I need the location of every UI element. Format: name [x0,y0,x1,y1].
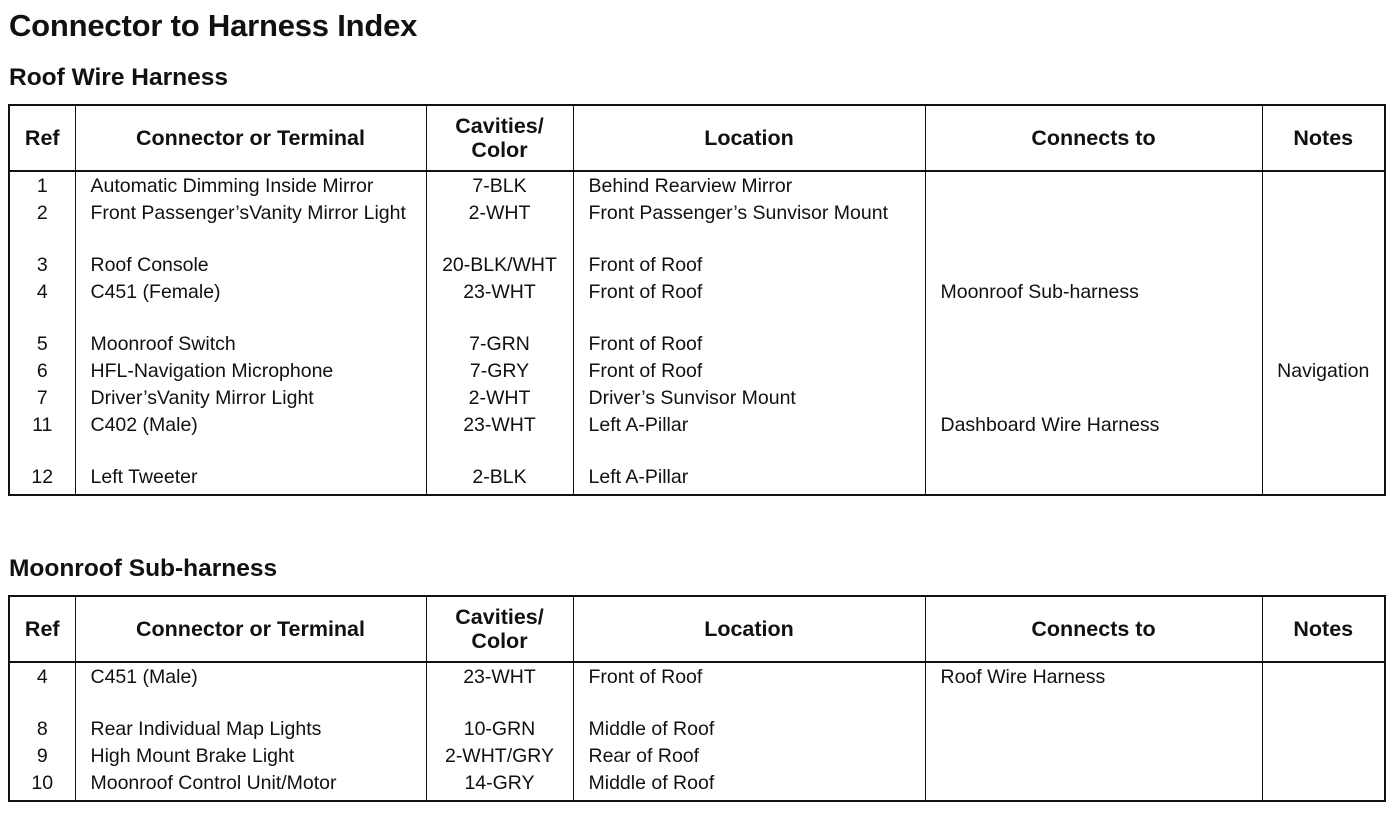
cell-location: Front of Roof [573,662,925,715]
cell-ref: 2 [9,199,75,251]
cell-connects-to [925,357,1262,384]
cell-connector: C451 (Female) [75,278,426,330]
cell-connector: Rear Individual Map Lights [75,715,426,742]
table-row [9,384,1385,411]
page-title: Connector to Harness Index [9,8,418,43]
cell-notes [1262,715,1385,742]
cell-notes [1262,199,1385,251]
column-header-location: Location [573,596,925,662]
cell-location: Left A-Pillar [573,463,925,495]
cell-cavities: 2-WHT [426,384,573,411]
cell-notes [1262,171,1385,199]
cell-cavities: 23-WHT [426,278,573,330]
cell-ref: 4 [9,662,75,715]
table-row [9,171,1385,199]
cell-notes [1262,463,1385,495]
table-row [9,715,1385,742]
cell-connects-to [925,330,1262,357]
cell-connector: Moonroof Control Unit/Motor [75,769,426,801]
table-header-row [9,105,1385,171]
cell-notes [1262,662,1385,715]
cell-notes [1262,384,1385,411]
cell-connects-to [925,715,1262,742]
cell-notes [1262,769,1385,801]
cell-location: Front Passenger’s Sunvisor Mount [573,199,925,251]
table-row [9,330,1385,357]
cell-cavities: 2-WHT/GRY [426,742,573,769]
section-title-roof-wire-harness: Roof Wire Harness [9,64,228,91]
cell-cavities: 7-GRY [426,357,573,384]
cell-connector: Automatic Dimming Inside Mirror [75,171,426,199]
cell-notes: Navigation [1262,357,1385,384]
column-header-connects-to: Connects to [925,105,1262,171]
cell-location: Left A-Pillar [573,411,925,463]
cell-connector: HFL-Navigation Microphone [75,357,426,384]
table-row [9,463,1385,495]
table-row [9,278,1385,330]
table-row [9,199,1385,251]
cell-location: Front of Roof [573,330,925,357]
cell-cavities: 2-BLK [426,463,573,495]
cell-connects-to [925,742,1262,769]
cell-connector: Driver’sVanity Mirror Light [75,384,426,411]
cell-cavities: 2-WHT [426,199,573,251]
cell-location: Behind Rearview Mirror [573,171,925,199]
cell-cavities: 23-WHT [426,411,573,463]
roof-wire-harness-table [8,104,1386,496]
cell-ref: 6 [9,357,75,384]
cell-connector [75,199,426,251]
cell-ref: 1 [9,171,75,199]
cell-ref: 5 [9,330,75,357]
column-header-cavities-label: Cavities/ Color [455,114,544,162]
cell-connector: Left Tweeter [75,463,426,495]
cell-cavities: 23-WHT [426,662,573,715]
table-row [9,411,1385,463]
cell-ref: 8 [9,715,75,742]
cell-connector: C402 (Male) [75,411,426,463]
cell-notes [1262,411,1385,463]
column-header-connects-to: Connects to [925,596,1262,662]
cell-connects-to [925,769,1262,801]
cell-ref: 11 [9,411,75,463]
cell-cavities: 14-GRY [426,769,573,801]
cell-notes [1262,278,1385,330]
cell-location: Front of Roof [573,357,925,384]
cell-connector: Moonroof Switch [75,330,426,357]
moonroof-sub-harness-table [8,595,1386,802]
cell-connects-to [925,384,1262,411]
table-row [9,662,1385,715]
table-row [9,357,1385,384]
cell-location: Front of Roof [573,251,925,278]
cell-connector: High Mount Brake Light [75,742,426,769]
cell-connects-to: Roof Wire Harness [925,662,1262,715]
table-row [9,769,1385,801]
cell-ref: 4 [9,278,75,330]
cell-cavities: 20-BLK/WHT [426,251,573,278]
cell-ref: 7 [9,384,75,411]
column-header-cavities [426,596,573,662]
table-header-row [9,596,1385,662]
cell-connects-to [925,251,1262,278]
cell-connects-to: Dashboard Wire Harness [925,411,1262,463]
column-header-cavities-label: Cavities/ Color [455,605,544,653]
column-header-cavities [426,105,573,171]
cell-connects-to [925,199,1262,251]
table-row [9,251,1385,278]
cell-connector-text: Front Passenger’sVanity Mirror Light [90,202,406,224]
cell-connects-to: Moonroof Sub-harness [925,278,1262,330]
cell-notes [1262,330,1385,357]
cell-connects-to [925,171,1262,199]
table-row [9,742,1385,769]
cell-ref: 9 [9,742,75,769]
cell-ref: 3 [9,251,75,278]
column-header-ref: Ref [9,105,75,171]
section-title-moonroof-sub-harness: Moonroof Sub-harness [9,555,278,582]
cell-connects-to [925,463,1262,495]
cell-cavities: 7-BLK [426,171,573,199]
cell-cavities: 7-GRN [426,330,573,357]
cell-ref: 12 [9,463,75,495]
cell-cavities: 10-GRN [426,715,573,742]
column-header-notes: Notes [1262,596,1385,662]
column-header-location: Location [573,105,925,171]
cell-location: Driver’s Sunvisor Mount [573,384,925,411]
cell-location: Front of Roof [573,278,925,330]
column-header-connector: Connector or Terminal [75,596,426,662]
cell-notes [1262,742,1385,769]
column-header-ref: Ref [9,596,75,662]
column-header-notes: Notes [1262,105,1385,171]
cell-location: Middle of Roof [573,769,925,801]
cell-ref: 10 [9,769,75,801]
cell-location: Middle of Roof [573,715,925,742]
cell-notes [1262,251,1385,278]
column-header-connector: Connector or Terminal [75,105,426,171]
cell-connector: Roof Console [75,251,426,278]
cell-connector: C451 (Male) [75,662,426,715]
cell-location: Rear of Roof [573,742,925,769]
